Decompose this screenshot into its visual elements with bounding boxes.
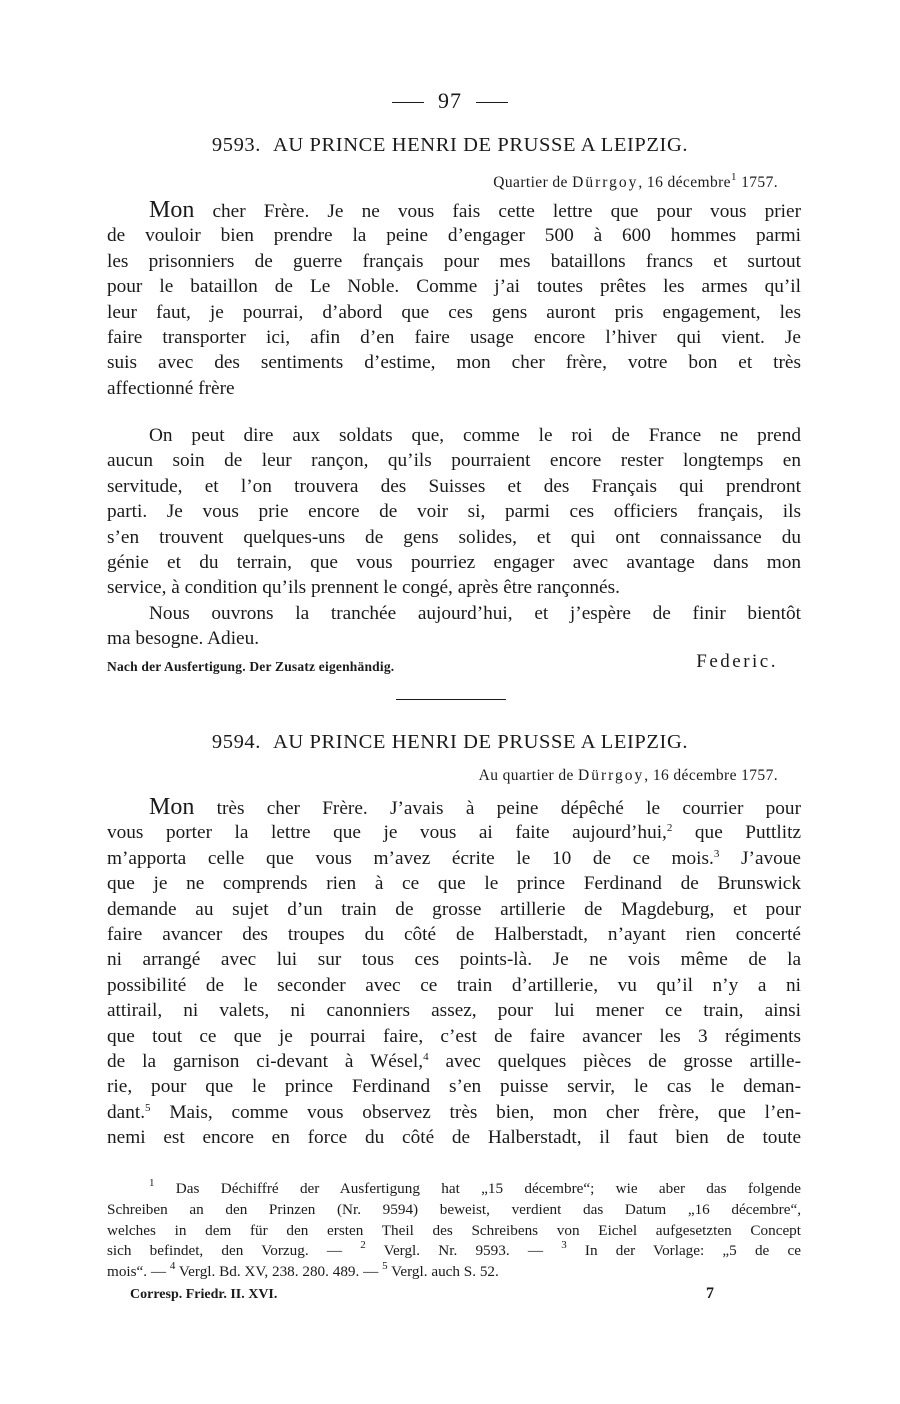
source-note: Nach der Ausfertigung. Der Zusatz eigenhändig. — [107, 659, 395, 674]
text-line: affectionné frère — [107, 377, 235, 399]
page-number: 97 — [0, 88, 900, 114]
text-line: ma besogne. Adieu. — [107, 628, 260, 650]
footnote-mark: 4 — [169, 1260, 176, 1273]
footnote-ref: 2 — [666, 822, 673, 835]
text-line: leur faut, je pourrai, d’abord que ces gens auront pris engagement, les — [107, 301, 801, 323]
letter-heading-9594 — [0, 731, 900, 754]
text-line: rie, pour que le prince Ferdinand s’en puisse servir, le cas le deman- — [107, 1076, 801, 1098]
text-line: servitude, et l’on trouvera des Suisses et des Français qui prendront — [107, 475, 801, 497]
text-line: pour le bataillon de Le Noble. Comme j’ai toutes prêtes les armes qu’il — [107, 276, 801, 298]
letter-dateline-9594: Au quartier de Dürrgoy, 16 décembre 1757. — [478, 767, 778, 784]
dash-left — [392, 102, 424, 103]
letter-title: AU PRINCE HENRI DE PRUSSE A LEIPZIG. — [273, 134, 689, 156]
signature-mark: 7 — [706, 1285, 714, 1302]
footnotes — [107, 1179, 801, 1283]
letter-dateline-9593: Quartier de Dürrgoy, 16 décembre$^1$ 1757. — [493, 171, 778, 191]
footnote-line: sich befindet, den Vorzug. — $^2$ Vergl. Nr. 9593. — $^3$ In der Vorlage: „5 de ce — [107, 1239, 801, 1260]
text-line: vous porter la lettre que je vous ai faite aujourd’hui,$^2$ que Puttlitz — [107, 822, 801, 844]
dash-right — [476, 102, 508, 103]
text-line: attirail, ni valets, ni canonniers assez, pour lui mener ce train, ainsi — [107, 1000, 801, 1022]
text-line: nemi est encore en force du côté de Halberstadt, il faut bien de toute — [107, 1127, 801, 1149]
text-line: m’apporta celle que vous m’avez écrite le 10 de ce mois.$^3$ J’avoue — [107, 847, 801, 869]
footnote-mark: 5 — [382, 1260, 388, 1273]
text-line: possibilité de le seconder avec ce train d’artillerie, vu qu’il n’y a ni — [107, 974, 801, 996]
text-line: aucun soin de leur rançon, qu’ils pourraient encore rester longtemps en — [107, 450, 801, 472]
letter-heading-9593 — [0, 134, 900, 157]
footnote-ref: 4 — [423, 1050, 429, 1063]
footnote-line: welches in dem für den ersten Theil des Schreibens von Eichel aufgesetzten Concept — [107, 1221, 801, 1239]
letter-title: AU PRINCE HENRI DE PRUSSE A LEIPZIG. — [273, 731, 689, 753]
salutation: Mon — [149, 794, 195, 820]
footnote-mark: 2 — [360, 1239, 366, 1252]
text-line: dant.$^5$ Mais, comme vous observez très bien, mon cher frère, que l’en- — [107, 1101, 801, 1123]
section-divider — [396, 699, 506, 700]
footnote-ref: 1 — [730, 171, 737, 183]
footnote-line: Schreiben an den Prinzen (Nr. 9594) beweist, verdient das Datum „16 décembre“, — [107, 1200, 801, 1218]
letter-body-9594 — [107, 795, 801, 1150]
footnote-line: $^1$ Das Déchiffré der Ausfertigung hat „15 décembre“; wie aber das folgende — [149, 1177, 801, 1197]
footnote-mark: 1 — [149, 1177, 155, 1189]
letter-number: 9593. — [211, 134, 261, 156]
text-line: les prisonniers de guerre français pour mes bataillons francs et surtout — [107, 250, 801, 272]
text-line: que tout ce que je pourrai faire, c’est de faire avancer les 3 régiments — [107, 1025, 801, 1047]
postscript-9593 — [107, 423, 801, 652]
running-footer: Corresp. Friedr. II. XVI. — [130, 1287, 278, 1302]
text-line: parti. Je vous prie encore de voir si, parmi ces officiers français, ils — [107, 501, 801, 523]
text-line: s’en trouvent quelques-uns de gens solides, et qui ont connaissance du — [107, 526, 801, 548]
text-line: On peut dire aux soldats que, comme le roi de France ne prend — [149, 425, 801, 446]
text-line: faire avancer des troupes du côté de Halberstadt, n’ayant rien concerté — [107, 923, 801, 945]
signature: Federic. — [696, 651, 778, 672]
text-line: que je ne comprends rien à ce que le prince Ferdinand de Brunswick — [107, 873, 801, 895]
text-line: faire transporter ici, afin d’en faire usage encore l’hiver qui vient. Je — [107, 326, 801, 348]
text-line: de vouloir bien prendre la peine d’engager 500 à 600 hommes parmi — [107, 225, 801, 247]
letter-number: 9594. — [211, 731, 261, 753]
footnote-mark: 3 — [561, 1239, 567, 1252]
text-line: de la garnison ci-devant à Wésel,$^4$ avec quelques pièces de grosse artille- — [107, 1050, 801, 1072]
letter-body-9593 — [107, 198, 801, 401]
salutation: Mon — [149, 197, 195, 223]
text-line: Mon cher Frère. Je ne vous fais cette lettre que pour vous prier — [149, 197, 801, 223]
text-line: ni arrangé avec lui sur tous ces points-là. Je ne vois même de la — [107, 949, 801, 971]
text-line: Nous ouvrons la tranchée aujourd’hui, et j’espère de finir bientôt — [149, 602, 801, 624]
footnote-ref: 3 — [713, 847, 720, 860]
text-line: suis avec des sentiments d’estime, mon cher frère, votre bon et très — [107, 352, 801, 374]
text-line: Mon très cher Frère. J’avais à peine dépêché le courrier pour — [149, 794, 801, 820]
text-line: génie et du terrain, que vous pourriez engager avec avantage dans mon — [107, 551, 801, 573]
text-line: demande au sujet d’un train de grosse artillerie de Magdeburg, et pour — [107, 898, 801, 920]
footnote-ref: 5 — [145, 1101, 151, 1114]
text-line: service, à condition qu’ils prennent le congé, après être rançonnés. — [107, 577, 620, 599]
place-name: Dürrgoy — [572, 174, 639, 191]
footnote-line: mois“. — $^4$ Vergl. Bd. XV, 238. 280. 489. — $^5$ Vergl. auch S. 52. — [107, 1260, 499, 1281]
place-name: Dürrgoy — [578, 767, 645, 784]
